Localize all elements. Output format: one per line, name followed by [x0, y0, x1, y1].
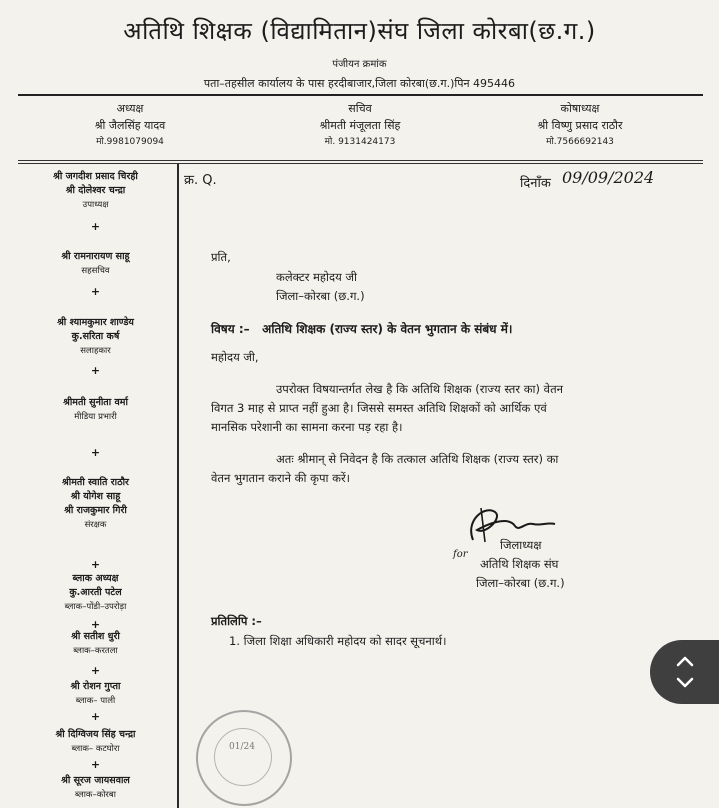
- office-bearer-phone: मो.9981079094: [96, 137, 164, 147]
- member-name: श्री रोशन गुप्ता: [70, 681, 121, 692]
- member-name: श्रीमती स्वाति राठौर: [62, 477, 129, 488]
- signatory-organization: अतिथि शिक्षक संघ: [480, 557, 559, 571]
- paragraph-line: विगत 3 माह से प्राप्त नहीं हुआ है। जिससे समस्त अतिथि शिक्षकों को आर्थिक एवं: [211, 401, 547, 415]
- member-post: सलाहकार: [80, 346, 111, 356]
- member-post: ब्लाक–कोरबा: [75, 790, 116, 800]
- office-bearer-role: सचिव: [348, 102, 372, 115]
- office-bearer-name: श्रीमती मंजूलता सिंह: [319, 119, 401, 132]
- chevron-up-icon[interactable]: [676, 654, 694, 670]
- sidebar-member: [18, 572, 173, 614]
- separator-plus: +: [90, 220, 101, 233]
- paragraph-line: अतः श्रीमान् से निवेदन है कि तत्काल अतिथि शिक्षक (राज्य स्तर) का: [276, 452, 559, 466]
- separator-plus: +: [90, 664, 101, 677]
- date-value: 09/09/2024: [562, 168, 655, 187]
- sidebar-member: [18, 170, 173, 212]
- scroll-nav-button[interactable]: [650, 640, 719, 704]
- date-label: दिनाँक: [520, 176, 551, 191]
- office-bearer-name: श्री जैलसिंह यादव: [94, 119, 166, 132]
- member-name: श्री दिग्विजय सिंह चन्द्रा: [55, 729, 136, 740]
- organization-title: अतिथि शिक्षक (विद्यामितान)संघ जिला कोरबा(छ.ग.): [123, 17, 596, 45]
- office-bearer-treasurer: [470, 100, 690, 151]
- separator-plus: +: [90, 558, 101, 571]
- separator-plus: +: [90, 758, 101, 771]
- member-name: श्री सूरज जायसवाल: [61, 775, 130, 786]
- sidebar-member: [18, 630, 173, 658]
- signature-for: for: [453, 549, 468, 560]
- sidebar-member: [18, 316, 173, 358]
- sidebar-member: [18, 680, 173, 708]
- member-post: ब्लाक–पोंडी–उपरोड़ा: [64, 602, 127, 612]
- office-bearer-phone: मो. 9131424173: [324, 137, 396, 147]
- header-divider: [18, 94, 703, 96]
- paragraph-line: वेतन भुगतान कराने की कृपा करें।: [211, 471, 351, 485]
- member-post: उपाध्यक्ष: [82, 200, 109, 210]
- member-name: श्री रामनारायण साहू: [61, 251, 130, 262]
- registration-number: पंजीयन क्रमांक: [332, 59, 387, 70]
- paragraph-line: मानसिक परेशानी का सामना करना पड़ रहा है।: [211, 420, 403, 434]
- office-bearer-secretary: [250, 100, 470, 151]
- member-post: ब्लाक– कटघोरा: [71, 744, 120, 754]
- signatory-place: जिला–कोरबा (छ.ग.): [476, 576, 565, 590]
- office-bearer-president: [20, 100, 240, 151]
- sidebar-member: [18, 396, 173, 424]
- sidebar-member: [18, 250, 173, 278]
- separator-plus: +: [90, 364, 101, 377]
- member-name: कु.आरती पटेल: [69, 587, 122, 598]
- member-name: श्री सतीश धुरी: [71, 631, 120, 642]
- stamp-handwritten-number: 01/24: [229, 742, 255, 752]
- separator-plus: +: [90, 446, 101, 459]
- separator-plus: +: [90, 285, 101, 298]
- member-name: ब्लाक अध्यक्ष: [72, 573, 119, 584]
- member-name: श्रीमती सुनीता वर्मा: [63, 397, 128, 408]
- separator-plus: +: [90, 618, 101, 631]
- member-name: श्री राजकुमार गिरी: [64, 505, 127, 516]
- separator-plus: +: [90, 710, 101, 723]
- office-bearer-role: अध्यक्ष: [116, 102, 144, 115]
- member-post: मीडिया प्रभारी: [74, 412, 117, 422]
- bearers-divider: [18, 163, 703, 164]
- recipient: कलेक्टर महोदय जी: [276, 270, 357, 284]
- member-name: श्री श्यामकुमार शाण्डेय: [57, 317, 134, 328]
- member-name: श्री योगेश साहू: [70, 491, 121, 502]
- sidebar-member: [18, 728, 173, 756]
- office-bearer-phone: मो.7566692143: [546, 137, 614, 147]
- signatory-title: जिलाध्यक्ष: [500, 538, 542, 552]
- member-post: सहसचिव: [81, 266, 110, 276]
- chevron-down-icon[interactable]: [676, 676, 694, 692]
- member-post: ब्लाक–करतला: [73, 646, 118, 656]
- copy-label: प्रतिलिपि :–: [211, 614, 262, 628]
- to-label: प्रति,: [211, 250, 231, 264]
- member-post: संरक्षक: [84, 520, 107, 530]
- stamp-inner-ring: [214, 728, 272, 786]
- salutation: महोदय जी,: [211, 350, 259, 364]
- reference-number: क्र. Q.: [184, 173, 217, 188]
- office-bearer-name: श्री विष्णु प्रसाद राठौर: [537, 119, 623, 132]
- member-name: श्री दोलेश्वर चन्द्रा: [65, 185, 126, 196]
- member-name: कु.सरिता कर्ष: [71, 331, 120, 342]
- member-post: ब्लाक– पाली: [75, 696, 116, 706]
- sidebar-member: [18, 774, 173, 802]
- organization-address: पता–तहसील कार्यालय के पास हरदीबाजार,जिला कोरबा(छ.ग.)पिन 495446: [203, 77, 516, 90]
- bearers-divider: [18, 160, 703, 161]
- sidebar-member: [18, 476, 173, 532]
- subject-line: विषय :– अतिथि शिक्षक (राज्य स्तर) के वेतन भुगतान के संबंध में।: [211, 322, 513, 336]
- recipient-place: जिला–कोरबा (छ.ग.): [276, 289, 365, 303]
- paragraph-line: उपरोक्त विषयान्तर्गत लेख है कि अतिथि शिक्षक (राज्य स्तर का) वेतन: [276, 382, 564, 396]
- sidebar-divider: [177, 164, 179, 808]
- office-bearer-role: कोषाध्यक्ष: [560, 102, 600, 115]
- member-name: श्री जगदीश प्रसाद चिरही: [53, 171, 138, 182]
- copy-item: 1. जिला शिक्षा अधिकारी महोदय को सादर सूचनार्थ।: [229, 634, 447, 648]
